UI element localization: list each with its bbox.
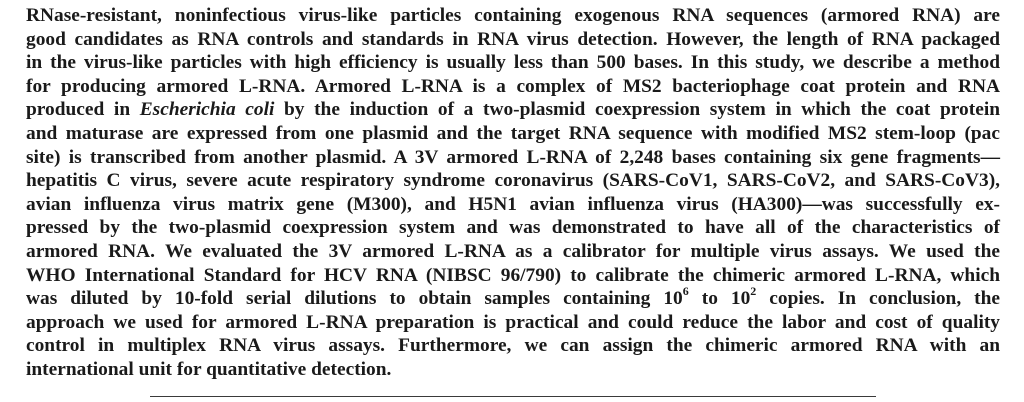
abstract-line xyxy=(26,283,1000,311)
abstract-line: for producing armored L-RNA. Armored L-RNA is a complex of MS2 bacteriophage coat protein and RNA xyxy=(26,75,1000,97)
line-text: was diluted by 10-fold serial dilutions to obtain samples containing 10 xyxy=(26,288,683,310)
abstract-line: pressed by the two-plasmid coexpression system and was demonstrated to have all of the characteristics of xyxy=(26,217,1000,239)
abstract-paragraph xyxy=(26,4,1000,382)
abstract-line: good candidates as RNA controls and standards in RNA virus detection. However, the length of RNA packaged xyxy=(26,28,1000,50)
exponent: 6 xyxy=(682,283,689,298)
species-name: Escherichia coli xyxy=(139,99,275,121)
abstract-line: WHO International Standard for HCV RNA (NIBSC 96/790) to calibrate the chimeric armored L-RNA, which xyxy=(26,264,1000,286)
abstract-line: avian influenza virus matrix gene (M300), and H5N1 avian influenza virus (HA300)—was successfully ex- xyxy=(26,193,1000,215)
abstract-line: hepatitis C virus, severe acute respiratory syndrome coronavirus (SARS-CoV1, SARS-CoV2, and SARS-CoV3), xyxy=(26,170,1000,192)
abstract-line: and maturase are expressed from one plasmid and the target RNA sequence with modified MS2 stem-loop (pac xyxy=(26,122,1000,144)
section-divider xyxy=(150,396,876,397)
abstract-line: site) is transcribed from another plasmid. A 3V armored L-RNA of 2,248 bases containing six gene fragments— xyxy=(26,146,1000,168)
abstract-line: in the virus-like particles with high efficiency is usually less than 500 bases. In this study, we describe a method xyxy=(26,52,1000,74)
line-text: by the induction of a two-plasmid coexpression system in which the coat protein xyxy=(274,99,1000,121)
line-text: produced in xyxy=(26,99,140,121)
line-text: to 10 xyxy=(688,288,751,310)
abstract-line: international unit for quantitative detection. xyxy=(26,358,392,380)
abstract-line: armored RNA. We evaluated the 3V armored L-RNA as a calibrator for multiple virus assays. We used the xyxy=(26,240,1000,262)
abstract-line: approach we used for armored L-RNA preparation is practical and could reduce the labor and cost of quality xyxy=(26,311,1000,333)
abstract-line: control in multiplex RNA virus assays. Furthermore, we can assign the chimeric armored RNA with an xyxy=(26,335,1000,357)
exponent: 2 xyxy=(750,283,757,298)
abstract-line xyxy=(26,98,1000,122)
abstract-line: RNase-resistant, noninfectious virus-like particles containing exogenous RNA sequences (armored RNA) are xyxy=(26,5,1000,26)
line-text: copies. In conclusion, the xyxy=(756,288,1000,310)
